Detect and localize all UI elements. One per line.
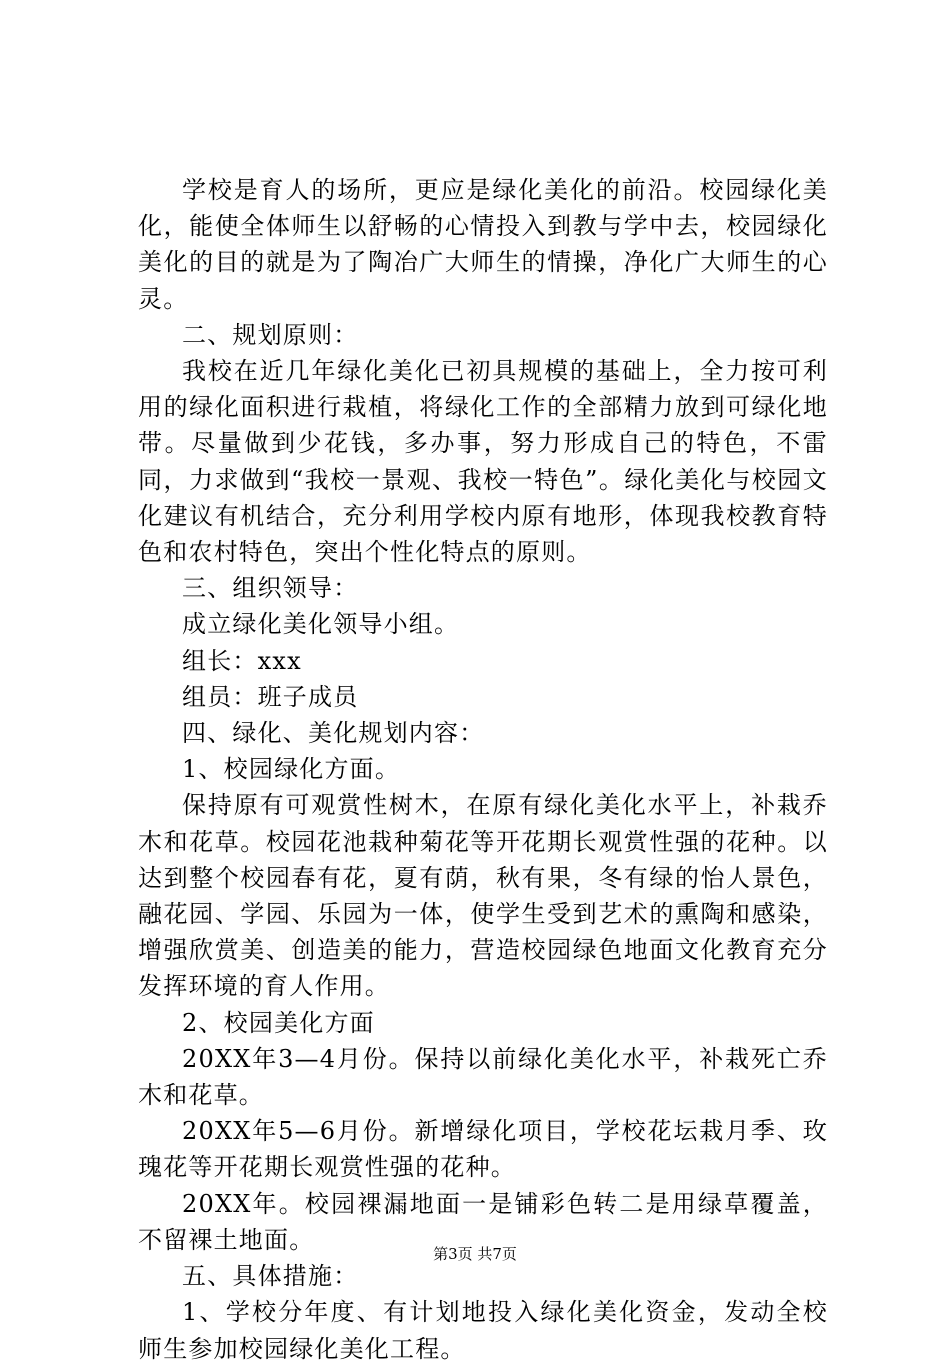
greening-paragraph: 保持原有可观赏性树木，在原有绿化美化水平上，补栽乔木和花草。校园花池栽种菊花等开花期长观赏性强的花种。以达到整个校园春有花，夏有荫，秋有果，冬有绿的怡人景色，融花园、学园、乐园为一体，使学生受到艺术的熏陶和感染，增强欣赏美、创造美的能力，营造校园绿色地面文化教育充分发挥环境的育人作用。 xyxy=(138,791,828,1001)
heading-planning-content: 四、绿化、美化规划内容： xyxy=(182,719,485,748)
schedule-may-june: 20XX年5—6月份。新增绿化项目，学校花坛栽月季、玫瑰花等开花期长观赏性强的花种。 xyxy=(138,1117,828,1182)
heading-planning-principles: 二、规划原则： xyxy=(182,320,359,349)
schedule-march-april: 20XX年3—4月份。保持以前绿化美化水平，补栽死亡乔木和花草。 xyxy=(138,1044,828,1110)
heading-measures: 五、具体措施： xyxy=(182,1262,359,1291)
group-leader-line: 组长：xxx xyxy=(182,646,302,675)
schedule-year: 20XX年。校园裸漏地面一是铺彩色转二是用绿草覆盖，不留裸土地面。 xyxy=(138,1189,828,1254)
planning-principles-paragraph: 我校在近几年绿化美化已初具规模的基础上，全力按可利用的绿化面积进行栽植，将绿化工作的全部精力放到可绿化地带。尽量做到少花钱，多办事，努力形成自己的特色，不雷同，力求做到“我校一景观、我校一特色”。绿化美化与校园文化建议有机结合，充分利用学校内原有地形，体现我校教育特色和农村特色，突出个性化特点的原则。 xyxy=(138,357,828,567)
page-number-footer: 第3页 共7页 xyxy=(433,1245,517,1263)
measure-item-1: 1、学校分年度、有计划地投入绿化美化资金，发动全校师生参加校园绿化美化工程。 xyxy=(138,1298,828,1363)
subheading-beautification: 2、校园美化方面 xyxy=(182,1008,375,1037)
intro-paragraph: 学校是育人的场所，更应是绿化美化的前沿。校园绿化美化，能使全体师生以舒畅的心情投入到教与学中去，校园绿化美化的目的就是为了陶冶广大师生的情操，净化广大师生的心灵。 xyxy=(138,176,828,313)
heading-organization: 三、组织领导： xyxy=(182,574,359,603)
subheading-greening: 1、校园绿化方面。 xyxy=(182,755,401,784)
leadership-group-line: 成立绿化美化领导小组。 xyxy=(182,610,460,639)
document-body xyxy=(138,172,828,1367)
group-members-line: 组员：班子成员 xyxy=(182,682,359,711)
